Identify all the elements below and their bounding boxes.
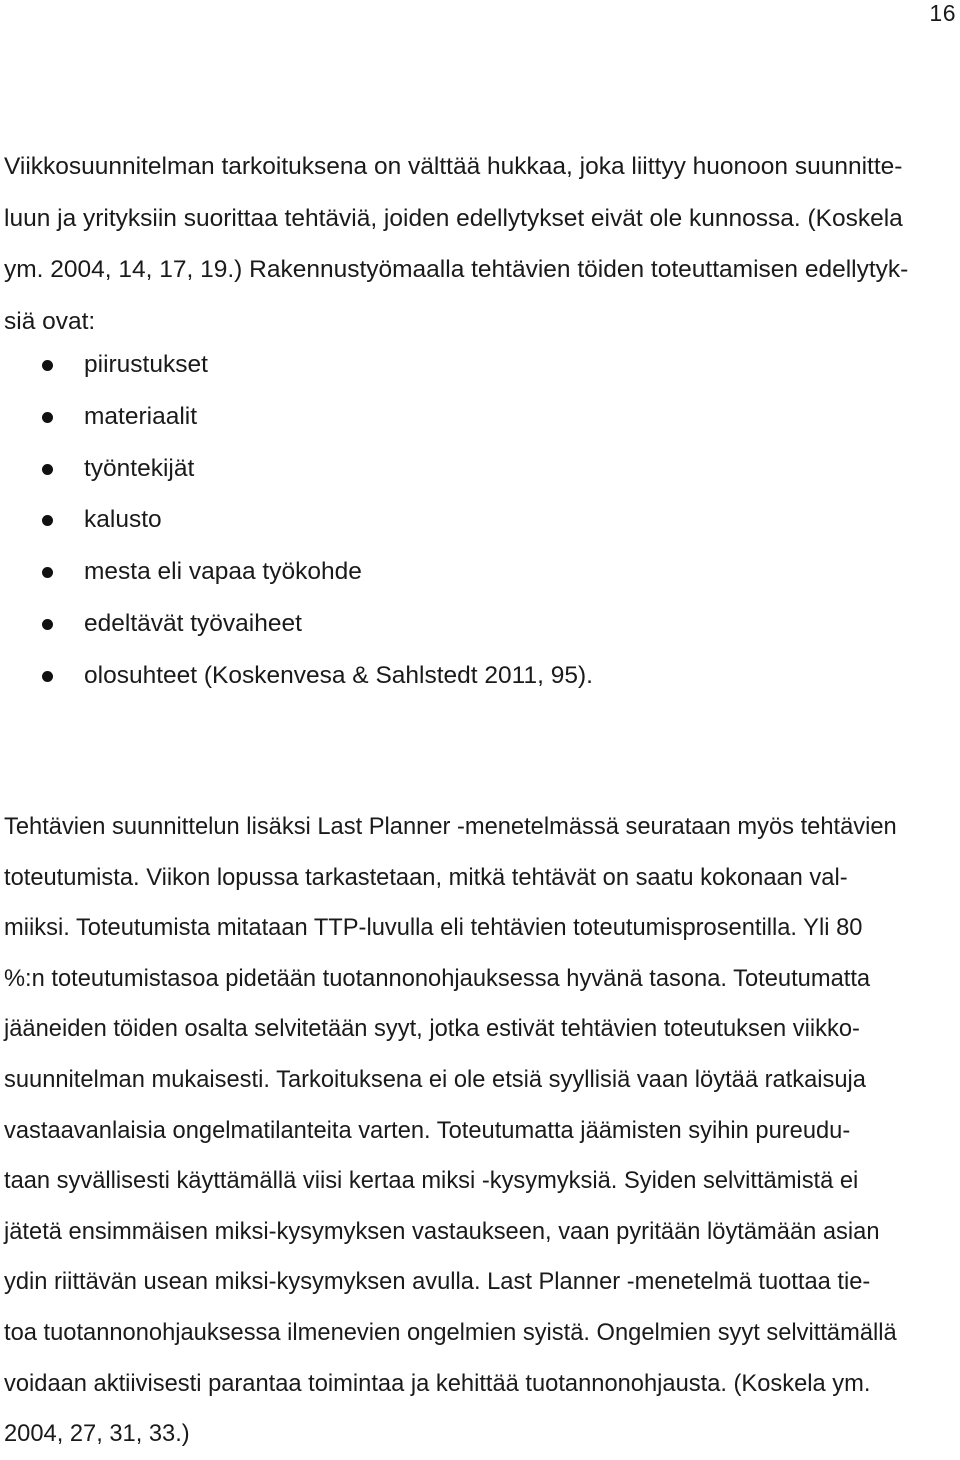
- text-line: jätetä ensimmäisen miksi-kysymyksen vastaukseen, vaan pyritään löytämään asian: [4, 1218, 880, 1245]
- paragraph-weekly-planning: [4, 141, 944, 347]
- list-item-label: piirustukset: [84, 351, 208, 378]
- text-line: voidaan aktiivisesti parantaa toimintaa ja kehittää tuotannonohjausta. (Koskela ym.: [4, 1370, 871, 1397]
- text-line: miiksi. Toteutumista mitataan TTP-luvulla eli tehtävien toteutumisprosentilla. Yli 80: [4, 915, 863, 942]
- list-item: [0, 443, 593, 495]
- bullet-icon: [42, 515, 53, 526]
- bullet-icon: [42, 567, 53, 578]
- list-item: [0, 494, 593, 546]
- text-line: jääneiden töiden osalta selvitetään syyt, jotka estivät tehtävien toteutuksen viikko-: [4, 1016, 860, 1043]
- bullet-icon: [42, 671, 53, 682]
- text-line: Tehtävien suunnittelun lisäksi Last Planner -menetelmässä seurataan myös tehtävien: [4, 814, 897, 840]
- list-item-label: kalusto: [84, 506, 162, 534]
- list-item: [0, 546, 593, 598]
- text-line: toa tuotannonohjauksessa ilmenevien ongelmien syistä. Ongelmien syyt selvittämällä: [4, 1319, 897, 1346]
- bullet-icon: [42, 412, 53, 423]
- text-line: ym. 2004, 14, 17, 19.) Rakennustyömaalla tehtävien töiden toteuttamisen edellytyk-: [4, 256, 909, 283]
- list-item-label: työntekijät: [84, 454, 195, 482]
- list-item-label: materiaalit: [84, 402, 198, 430]
- bullet-icon: [42, 464, 53, 475]
- list-item: [0, 339, 593, 391]
- list-item: [0, 598, 593, 650]
- text-line: Viikkosuunnitelman tarkoituksena on välttää hukkaa, joka liittyy huonoon suunnitte-: [4, 153, 903, 180]
- text-line: siä ovat:: [4, 307, 96, 335]
- page-number: 16: [929, 0, 956, 26]
- text-line: %:n toteutumistasoa pidetään tuotannonohjauksessa hyvänä tasona. Toteutumatta: [4, 965, 871, 992]
- text-line: toteutumista. Viikon lopussa tarkastetaan, mitkä tehtävät on saatu kokonaan val-: [4, 864, 848, 891]
- list-item-label: edeltävät työvaiheet: [84, 609, 302, 637]
- list-item-label: mesta eli vapaa työkohde: [84, 558, 362, 586]
- list-item: [0, 650, 593, 702]
- paragraph-last-planner: [4, 802, 956, 1460]
- text-line: ydin riittävän usean miksi-kysymyksen avulla. Last Planner -menetelmä tuottaa tie-: [4, 1269, 871, 1296]
- bullet-icon: [42, 360, 53, 371]
- text-line: 2004, 27, 31, 33.): [4, 1421, 190, 1448]
- list-item-label: olosuhteet (Koskenvesa & Sahlstedt 2011, 95).: [84, 661, 593, 689]
- text-line: taan syvällisesti käyttämällä viisi kertaa miksi -kysymyksiä. Syiden selvittämistä ei: [4, 1168, 859, 1195]
- list-item: [0, 391, 593, 443]
- text-line: luun ja yrityksiin suorittaa tehtäviä, joiden edellytykset eivät ole kunnossa. (Koskela: [4, 204, 903, 232]
- text-line: suunnitelman mukaisesti. Tarkoituksena ei ole etsiä syyllisiä vaan löytää ratkaisuja: [4, 1066, 866, 1093]
- conditions-list: [0, 339, 593, 702]
- text-line: vastaavanlaisia ongelmatilanteita varten. Toteutumatta jäämisten syihin pureudu-: [4, 1117, 851, 1144]
- bullet-icon: [42, 619, 53, 630]
